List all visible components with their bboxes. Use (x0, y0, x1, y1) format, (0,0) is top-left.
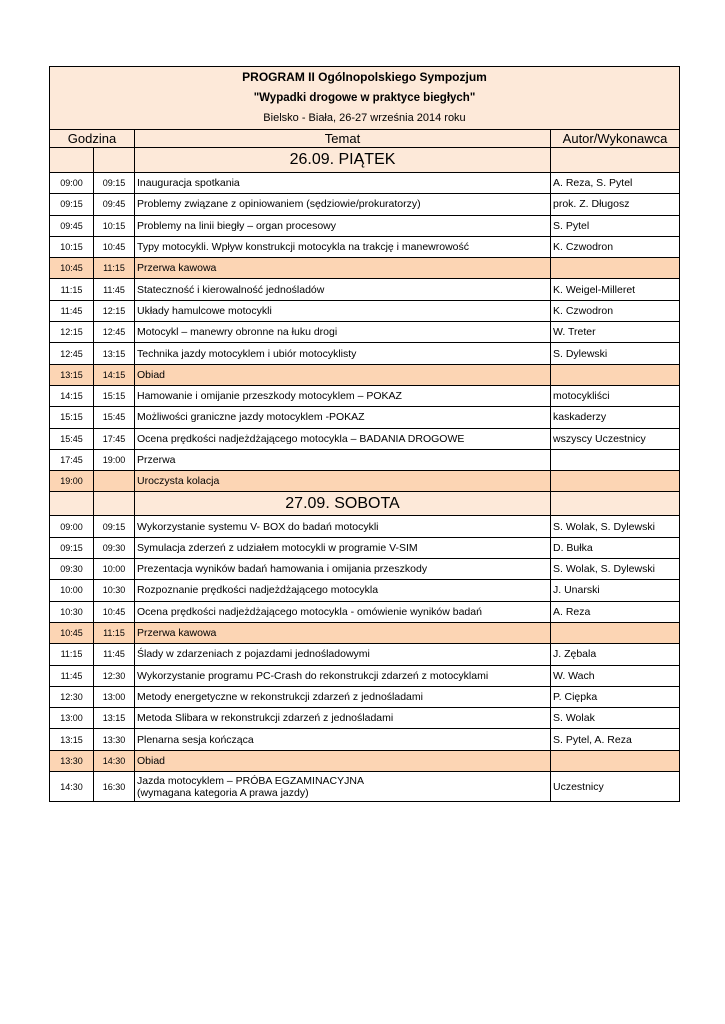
session-topic: Problemy na linii biegły – organ procesowy (135, 215, 551, 236)
end-time: 15:15 (94, 385, 135, 406)
session-topic: Metoda Slibara w rekonstrukcji zdarzeń z jednośladami (135, 708, 551, 729)
end-time: 11:45 (94, 279, 135, 300)
session-topic: Hamowanie i omijanie przeszkody motocyklem – POKAZ (135, 385, 551, 406)
end-time: 13:30 (94, 729, 135, 750)
start-time: 09:15 (50, 537, 94, 558)
end-time: 09:30 (94, 537, 135, 558)
schedule-row (50, 686, 680, 707)
schedule-row (50, 665, 680, 686)
break-row (50, 622, 680, 643)
session-author: K. Czwodron (551, 236, 680, 257)
start-time: 13:30 (50, 750, 94, 771)
break-label: Obiad (135, 750, 551, 771)
end-time: 12:30 (94, 665, 135, 686)
start-time: 19:00 (50, 471, 94, 492)
schedule-row (50, 772, 680, 802)
schedule-row (50, 559, 680, 580)
session-author: W. Wach (551, 665, 680, 686)
session-author: J. Zębala (551, 644, 680, 665)
start-time: 13:15 (50, 364, 94, 385)
session-author: wszyscy Uczestnicy (551, 428, 680, 449)
program-title: PROGRAM II Ogólnopolskiego Sympozjum (242, 70, 487, 85)
column-header-row (50, 130, 680, 148)
schedule-row (50, 449, 680, 470)
session-topic: Prezentacja wyników badań hamowania i omijania przeszkody (135, 559, 551, 580)
session-topic: Przerwa (135, 449, 551, 470)
session-topic: Plenarna sesja kończąca (135, 729, 551, 750)
session-topic: Wykorzystanie programu PC-Crash do rekonstrukcji zdarzeń z motocyklami (135, 665, 551, 686)
schedule-row (50, 580, 680, 601)
empty-cell (94, 471, 135, 492)
end-time: 10:15 (94, 215, 135, 236)
session-author: A. Reza, S. Pytel (551, 173, 680, 194)
end-time: 15:45 (94, 407, 135, 428)
session-author: S. Wolak, S. Dylewski (551, 559, 680, 580)
session-topic: Ocena prędkości nadjeżdżającego motocykla – BADANIA DROGOWE (135, 428, 551, 449)
end-time: 19:00 (94, 449, 135, 470)
end-time: 14:15 (94, 364, 135, 385)
empty-cell (551, 750, 680, 771)
session-topic: Problemy związane z opiniowaniem (sędziowie/prokuratorzy) (135, 194, 551, 215)
schedule-row (50, 428, 680, 449)
empty-cell (551, 471, 680, 492)
start-time: 09:30 (50, 559, 94, 580)
session-author: Uczestnicy (551, 772, 680, 802)
start-time: 14:30 (50, 772, 94, 802)
session-author: W. Treter (551, 322, 680, 343)
end-time: 10:30 (94, 580, 135, 601)
break-row (50, 364, 680, 385)
break-label: Przerwa kawowa (135, 622, 551, 643)
end-time: 13:15 (94, 343, 135, 364)
end-time: 16:30 (94, 772, 135, 802)
session-topic: Ocena prędkości nadjeżdżającego motocykla - omówienie wyników badań (135, 601, 551, 622)
start-time: 12:30 (50, 686, 94, 707)
session-topic: Motocykl – manewry obronne na łuku drogi (135, 322, 551, 343)
session-topic: Inauguracja spotkania (135, 173, 551, 194)
end-time: 13:15 (94, 708, 135, 729)
schedule-row (50, 708, 680, 729)
empty-cell (50, 148, 94, 173)
empty-cell (551, 364, 680, 385)
schedule-row (50, 279, 680, 300)
start-time: 15:45 (50, 428, 94, 449)
start-time: 09:00 (50, 516, 94, 537)
empty-cell (551, 258, 680, 279)
break-label: Uroczysta kolacja (135, 471, 551, 492)
schedule-row (50, 194, 680, 215)
session-topic: Ślady w zdarzeniach z pojazdami jednośladowymi (135, 644, 551, 665)
start-time: 10:45 (50, 258, 94, 279)
schedule-row (50, 385, 680, 406)
schedule-row (50, 601, 680, 622)
session-topic: Wykorzystanie systemu V- BOX do badań motocykli (135, 516, 551, 537)
start-time: 10:15 (50, 236, 94, 257)
session-author: motocykliści (551, 385, 680, 406)
session-author: P. Ciępka (551, 686, 680, 707)
day-header-row (50, 492, 680, 516)
start-time: 10:45 (50, 622, 94, 643)
session-topic: Technika jazdy motocyklem i ubiór motocyklisty (135, 343, 551, 364)
start-time: 11:15 (50, 279, 94, 300)
day-label: 27.09. SOBOTA (135, 492, 551, 516)
start-time: 14:15 (50, 385, 94, 406)
session-author: K. Czwodron (551, 300, 680, 321)
end-time: 10:45 (94, 236, 135, 257)
session-topic: Symulacja zderzeń z udziałem motocykli w programie V-SIM (135, 537, 551, 558)
end-time: 14:30 (94, 750, 135, 771)
session-author: prok. Z. Długosz (551, 194, 680, 215)
end-time: 09:15 (94, 173, 135, 194)
schedule-row (50, 729, 680, 750)
end-time: 09:45 (94, 194, 135, 215)
session-author: A. Reza (551, 601, 680, 622)
session-author: S. Dylewski (551, 343, 680, 364)
end-time: 12:15 (94, 300, 135, 321)
session-author: D. Bułka (551, 537, 680, 558)
session-topic-line1: Jazda motocyklem – PRÓBA EGZAMINACYJNA (137, 774, 364, 787)
day-label: 26.09. PIĄTEK (135, 148, 551, 173)
start-time: 12:15 (50, 322, 94, 343)
schedule-row (50, 236, 680, 257)
session-author: S. Wolak (551, 708, 680, 729)
program-header (50, 67, 680, 130)
schedule-row (50, 537, 680, 558)
start-time: 12:45 (50, 343, 94, 364)
start-time: 17:45 (50, 449, 94, 470)
start-time: 09:45 (50, 215, 94, 236)
empty-cell (551, 148, 680, 173)
end-time: 11:15 (94, 622, 135, 643)
start-time: 10:30 (50, 601, 94, 622)
session-author: K. Weigel-Milleret (551, 279, 680, 300)
schedule-row (50, 644, 680, 665)
session-author: kaskaderzy (551, 407, 680, 428)
schedule-row (50, 300, 680, 321)
session-author: J. Unarski (551, 580, 680, 601)
start-time: 09:15 (50, 194, 94, 215)
end-time: 17:45 (94, 428, 135, 449)
session-topic: Rozpoznanie prędkości nadjeżdżającego motocykla (135, 580, 551, 601)
schedule-row (50, 343, 680, 364)
start-time: 09:00 (50, 173, 94, 194)
empty-cell (551, 492, 680, 516)
break-row (50, 750, 680, 771)
schedule-row (50, 322, 680, 343)
column-header-topic: Temat (135, 130, 551, 148)
place-and-date: Bielsko - Biała, 26-27 września 2014 roku (263, 112, 466, 125)
empty-cell (551, 449, 680, 470)
schedule-row (50, 407, 680, 428)
day-header-row (50, 148, 680, 173)
empty-cell (50, 492, 94, 516)
column-header-time: Godzina (50, 130, 135, 148)
session-author: S. Wolak, S. Dylewski (551, 516, 680, 537)
start-time: 13:15 (50, 729, 94, 750)
session-topic: Metody energetyczne w rekonstrukcji zdarzeń z jednośladami (135, 686, 551, 707)
session-topic-line2: (wymagana kategoria A prawa jazdy) (137, 786, 309, 799)
end-time: 10:00 (94, 559, 135, 580)
start-time: 11:45 (50, 300, 94, 321)
schedule-row (50, 516, 680, 537)
empty-cell (94, 492, 135, 516)
start-time: 11:45 (50, 665, 94, 686)
program-header-cell (50, 67, 680, 130)
break-row (50, 258, 680, 279)
session-topic: Możliwości graniczne jazdy motocyklem -POKAZ (135, 407, 551, 428)
break-label: Obiad (135, 364, 551, 385)
break-row (50, 471, 680, 492)
schedule-row (50, 173, 680, 194)
session-topic: Układy hamulcowe motocykli (135, 300, 551, 321)
end-time: 11:45 (94, 644, 135, 665)
end-time: 13:00 (94, 686, 135, 707)
session-topic (135, 772, 551, 802)
session-author: S. Pytel (551, 215, 680, 236)
start-time: 15:15 (50, 407, 94, 428)
end-time: 11:15 (94, 258, 135, 279)
session-author: S. Pytel, A. Reza (551, 729, 680, 750)
break-label: Przerwa kawowa (135, 258, 551, 279)
end-time: 12:45 (94, 322, 135, 343)
empty-cell (94, 148, 135, 173)
symposium-theme: "Wypadki drogowe w praktyce biegłych" (253, 91, 476, 104)
program-table (49, 66, 680, 802)
session-topic: Typy motocykli. Wpływ konstrukcji motocykla na trakcję i manewrowość (135, 236, 551, 257)
schedule-row (50, 215, 680, 236)
session-topic: Stateczność i kierowalność jednośladów (135, 279, 551, 300)
empty-cell (551, 622, 680, 643)
end-time: 09:15 (94, 516, 135, 537)
column-header-author: Autor/Wykonawca (551, 130, 680, 148)
start-time: 11:15 (50, 644, 94, 665)
end-time: 10:45 (94, 601, 135, 622)
start-time: 10:00 (50, 580, 94, 601)
start-time: 13:00 (50, 708, 94, 729)
